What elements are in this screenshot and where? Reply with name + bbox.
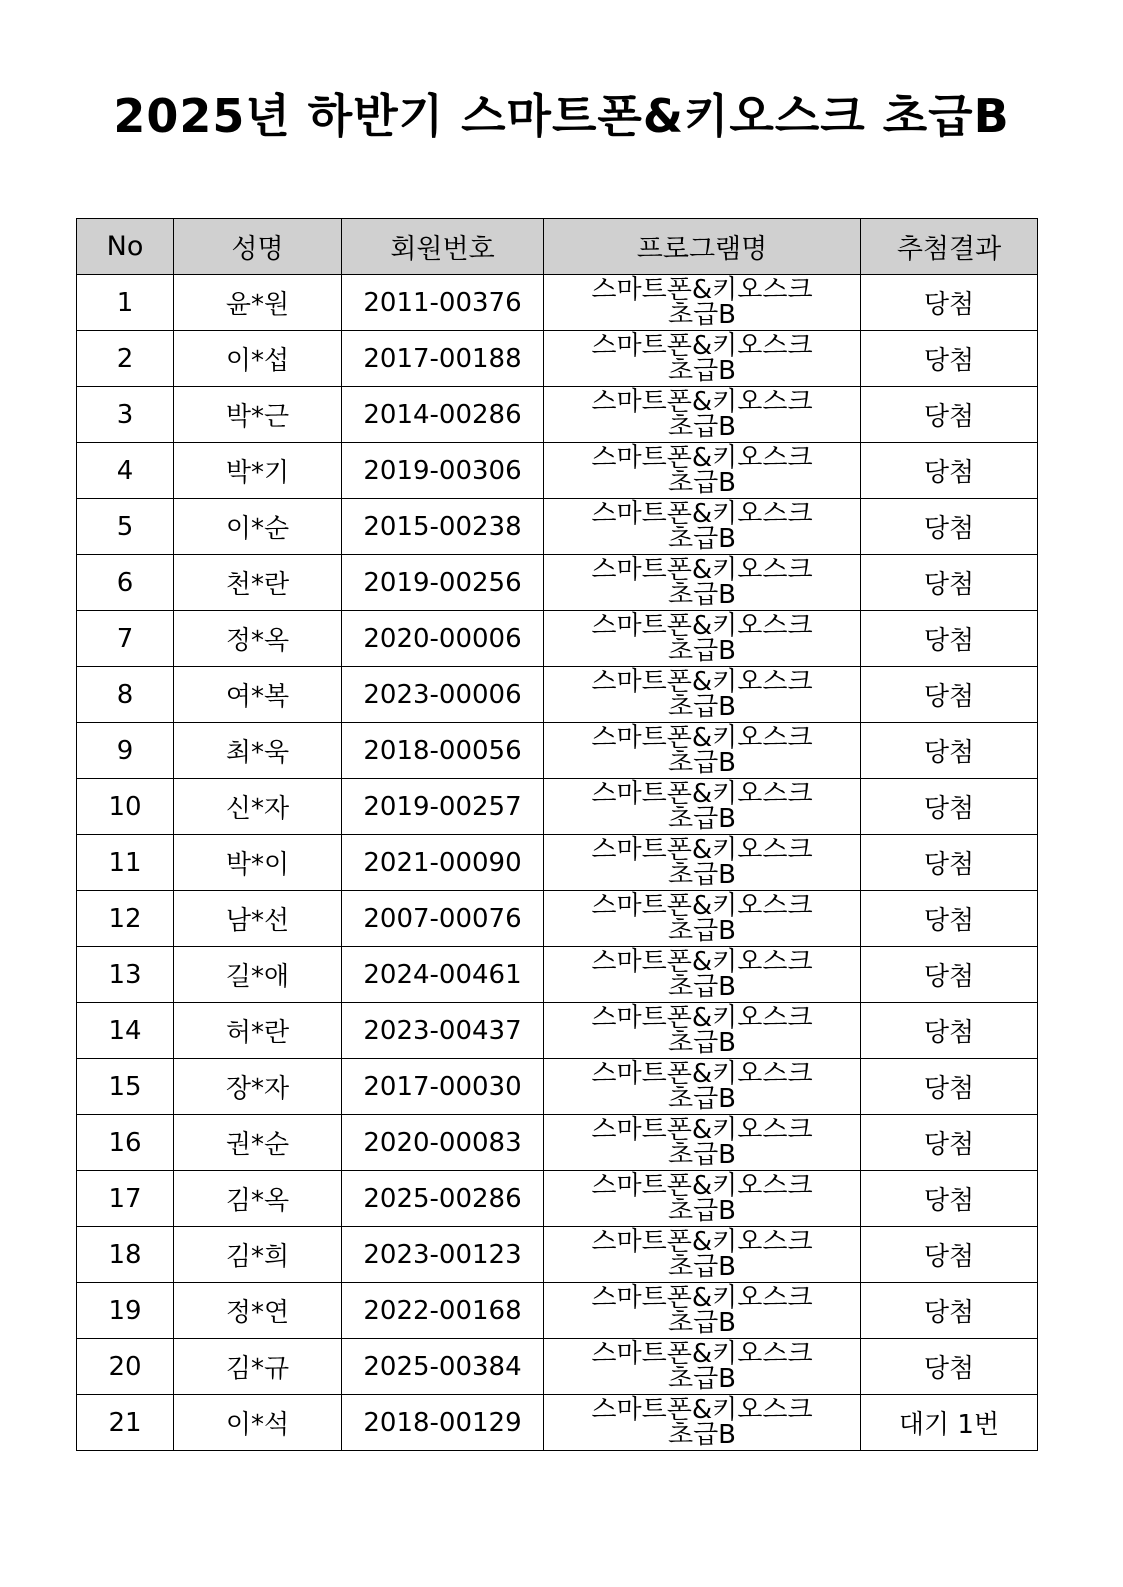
member-name-cell: 박*이 — [174, 835, 342, 891]
row-number-cell: 16 — [77, 1115, 174, 1171]
program-name-line1: 스마트폰&키오스크 — [591, 834, 813, 865]
column-header-member-id: 회원번호 — [342, 219, 544, 275]
column-header-result: 추첨결과 — [861, 219, 1038, 275]
table-row — [77, 443, 1038, 499]
program-name-line1: 스마트폰&키오스크 — [591, 1002, 813, 1033]
program-name-line1: 스마트폰&키오스크 — [591, 330, 813, 361]
lottery-result-cell: 당첨 — [861, 499, 1038, 555]
member-name-cell: 여*복 — [174, 667, 342, 723]
program-name-cell — [544, 835, 861, 891]
program-name-line2: 초급B — [667, 411, 737, 442]
row-number-cell: 7 — [77, 611, 174, 667]
program-name-cell — [544, 1003, 861, 1059]
program-name-line2: 초급B — [667, 1139, 737, 1170]
program-name-line1: 스마트폰&키오스크 — [591, 946, 813, 977]
lottery-result-cell: 당첨 — [861, 1171, 1038, 1227]
program-name-line1: 스마트폰&키오스크 — [591, 274, 813, 305]
program-name-cell — [544, 1227, 861, 1283]
program-name-line1: 스마트폰&키오스크 — [591, 1338, 813, 1369]
program-name-cell — [544, 947, 861, 1003]
table-body — [77, 275, 1038, 1451]
member-id-cell: 2019-00306 — [342, 443, 544, 499]
member-id-cell: 2023-00123 — [342, 1227, 544, 1283]
program-name-line2: 초급B — [667, 1363, 737, 1394]
table-row — [77, 1171, 1038, 1227]
program-name-line2: 초급B — [667, 747, 737, 778]
lottery-result-cell: 당첨 — [861, 1115, 1038, 1171]
program-name-line2: 초급B — [667, 1251, 737, 1282]
program-name-line2: 초급B — [667, 915, 737, 946]
table-row — [77, 611, 1038, 667]
table-row — [77, 1227, 1038, 1283]
lottery-result-cell: 당첨 — [861, 835, 1038, 891]
member-id-cell: 2025-00286 — [342, 1171, 544, 1227]
table-row — [77, 499, 1038, 555]
program-name-line1: 스마트폰&키오스크 — [591, 1394, 813, 1425]
lottery-result-cell: 당첨 — [861, 1227, 1038, 1283]
lottery-result-cell: 당첨 — [861, 891, 1038, 947]
program-name-cell — [544, 611, 861, 667]
program-name-line2: 초급B — [667, 859, 737, 890]
table-row — [77, 1395, 1038, 1451]
row-number-cell: 12 — [77, 891, 174, 947]
table-row — [77, 275, 1038, 331]
program-name-line1: 스마트폰&키오스크 — [591, 554, 813, 585]
member-id-cell: 2017-00030 — [342, 1059, 544, 1115]
row-number-cell: 11 — [77, 835, 174, 891]
program-name-line2: 초급B — [667, 1083, 737, 1114]
table-row — [77, 891, 1038, 947]
lottery-result-cell: 당첨 — [861, 1283, 1038, 1339]
lottery-result-cell: 당첨 — [861, 723, 1038, 779]
member-name-cell: 권*순 — [174, 1115, 342, 1171]
lottery-result-cell: 당첨 — [861, 1059, 1038, 1115]
lottery-result-cell: 당첨 — [861, 387, 1038, 443]
member-id-cell: 2017-00188 — [342, 331, 544, 387]
row-number-cell: 18 — [77, 1227, 174, 1283]
program-name-cell — [544, 667, 861, 723]
table-header — [77, 219, 1038, 275]
program-name-cell — [544, 331, 861, 387]
program-name-line2: 초급B — [667, 299, 737, 330]
program-name-line2: 초급B — [667, 803, 737, 834]
row-number-cell: 5 — [77, 499, 174, 555]
program-name-line1: 스마트폰&키오스크 — [591, 666, 813, 697]
program-name-line1: 스마트폰&키오스크 — [591, 386, 813, 417]
program-name-line1: 스마트폰&키오스크 — [591, 1226, 813, 1257]
member-name-cell: 신*자 — [174, 779, 342, 835]
program-name-cell — [544, 1395, 861, 1451]
program-name-line1: 스마트폰&키오스크 — [591, 610, 813, 641]
row-number-cell: 9 — [77, 723, 174, 779]
row-number-cell: 13 — [77, 947, 174, 1003]
member-name-cell: 최*욱 — [174, 723, 342, 779]
row-number-cell: 8 — [77, 667, 174, 723]
member-name-cell: 김*옥 — [174, 1171, 342, 1227]
member-name-cell: 박*기 — [174, 443, 342, 499]
program-name-line1: 스마트폰&키오스크 — [591, 1282, 813, 1313]
member-name-cell: 허*란 — [174, 1003, 342, 1059]
table-row — [77, 1339, 1038, 1395]
member-id-cell: 2023-00437 — [342, 1003, 544, 1059]
member-name-cell: 이*섭 — [174, 331, 342, 387]
column-header-name: 성명 — [174, 219, 342, 275]
program-name-cell — [544, 443, 861, 499]
program-name-line2: 초급B — [667, 467, 737, 498]
member-id-cell: 2015-00238 — [342, 499, 544, 555]
table-row — [77, 1059, 1038, 1115]
member-id-cell: 2020-00083 — [342, 1115, 544, 1171]
lottery-result-cell: 당첨 — [861, 275, 1038, 331]
lottery-results-table — [76, 218, 1038, 1451]
row-number-cell: 3 — [77, 387, 174, 443]
member-name-cell: 이*석 — [174, 1395, 342, 1451]
lottery-result-cell: 당첨 — [861, 779, 1038, 835]
program-name-line1: 스마트폰&키오스크 — [591, 1058, 813, 1089]
table-row — [77, 555, 1038, 611]
table-row — [77, 1283, 1038, 1339]
member-name-cell: 박*근 — [174, 387, 342, 443]
member-name-cell: 김*규 — [174, 1339, 342, 1395]
program-name-line1: 스마트폰&키오스크 — [591, 498, 813, 529]
lottery-result-cell: 당첨 — [861, 555, 1038, 611]
program-name-line2: 초급B — [667, 1419, 737, 1450]
table-row — [77, 723, 1038, 779]
program-name-line2: 초급B — [667, 523, 737, 554]
member-id-cell: 2011-00376 — [342, 275, 544, 331]
program-name-line1: 스마트폰&키오스크 — [591, 1114, 813, 1145]
member-name-cell: 이*순 — [174, 499, 342, 555]
member-id-cell: 2019-00256 — [342, 555, 544, 611]
table-row — [77, 1003, 1038, 1059]
member-name-cell: 남*선 — [174, 891, 342, 947]
member-name-cell: 정*옥 — [174, 611, 342, 667]
program-name-line2: 초급B — [667, 1027, 737, 1058]
program-name-cell — [544, 499, 861, 555]
program-name-cell — [544, 723, 861, 779]
program-name-line1: 스마트폰&키오스크 — [591, 890, 813, 921]
program-name-cell — [544, 779, 861, 835]
program-name-cell — [544, 1059, 861, 1115]
row-number-cell: 4 — [77, 443, 174, 499]
program-name-line2: 초급B — [667, 579, 737, 610]
row-number-cell: 1 — [77, 275, 174, 331]
row-number-cell: 17 — [77, 1171, 174, 1227]
row-number-cell: 6 — [77, 555, 174, 611]
row-number-cell: 19 — [77, 1283, 174, 1339]
program-name-cell — [544, 387, 861, 443]
program-name-cell — [544, 1339, 861, 1395]
table-row — [77, 331, 1038, 387]
table-row — [77, 667, 1038, 723]
member-id-cell: 2020-00006 — [342, 611, 544, 667]
lottery-result-cell: 당첨 — [861, 331, 1038, 387]
program-name-line1: 스마트폰&키오스크 — [591, 778, 813, 809]
member-name-cell: 김*희 — [174, 1227, 342, 1283]
member-id-cell: 2021-00090 — [342, 835, 544, 891]
lottery-result-cell: 당첨 — [861, 443, 1038, 499]
member-id-cell: 2023-00006 — [342, 667, 544, 723]
lottery-result-cell: 당첨 — [861, 611, 1038, 667]
member-id-cell: 2014-00286 — [342, 387, 544, 443]
page-title: 2025년 하반기 스마트폰&키오스크 초급B — [113, 89, 1010, 143]
program-name-line1: 스마트폰&키오스크 — [591, 722, 813, 753]
row-number-cell: 2 — [77, 331, 174, 387]
program-name-line2: 초급B — [667, 635, 737, 666]
member-id-cell: 2025-00384 — [342, 1339, 544, 1395]
program-name-cell — [544, 1171, 861, 1227]
table-row — [77, 835, 1038, 891]
lottery-result-cell: 당첨 — [861, 667, 1038, 723]
member-id-cell: 2018-00056 — [342, 723, 544, 779]
table-row — [77, 1115, 1038, 1171]
program-name-line2: 초급B — [667, 1195, 737, 1226]
member-id-cell: 2018-00129 — [342, 1395, 544, 1451]
member-id-cell: 2022-00168 — [342, 1283, 544, 1339]
program-name-line2: 초급B — [667, 691, 737, 722]
member-name-cell: 길*애 — [174, 947, 342, 1003]
row-number-cell: 15 — [77, 1059, 174, 1115]
program-name-line2: 초급B — [667, 971, 737, 1002]
table-row — [77, 779, 1038, 835]
row-number-cell: 14 — [77, 1003, 174, 1059]
row-number-cell: 21 — [77, 1395, 174, 1451]
column-header-program: 프로그램명 — [544, 219, 861, 275]
program-name-cell — [544, 1283, 861, 1339]
program-name-cell — [544, 891, 861, 947]
table-row — [77, 947, 1038, 1003]
program-name-line1: 스마트폰&키오스크 — [591, 1170, 813, 1201]
member-name-cell: 정*연 — [174, 1283, 342, 1339]
lottery-result-cell: 대기 1번 — [861, 1395, 1038, 1451]
header-row — [77, 219, 1038, 275]
lottery-result-cell: 당첨 — [861, 947, 1038, 1003]
table-row — [77, 387, 1038, 443]
lottery-result-cell: 당첨 — [861, 1003, 1038, 1059]
lottery-result-cell: 당첨 — [861, 1339, 1038, 1395]
program-name-line1: 스마트폰&키오스크 — [591, 442, 813, 473]
member-name-cell: 장*자 — [174, 1059, 342, 1115]
member-id-cell: 2007-00076 — [342, 891, 544, 947]
program-name-line2: 초급B — [667, 1307, 737, 1338]
column-header-no: No — [77, 219, 174, 275]
member-name-cell: 천*란 — [174, 555, 342, 611]
program-name-cell — [544, 1115, 861, 1171]
program-name-cell — [544, 555, 861, 611]
member-id-cell: 2024-00461 — [342, 947, 544, 1003]
member-id-cell: 2019-00257 — [342, 779, 544, 835]
program-name-cell — [544, 275, 861, 331]
row-number-cell: 20 — [77, 1339, 174, 1395]
program-name-line2: 초급B — [667, 355, 737, 386]
row-number-cell: 10 — [77, 779, 174, 835]
member-name-cell: 윤*원 — [174, 275, 342, 331]
